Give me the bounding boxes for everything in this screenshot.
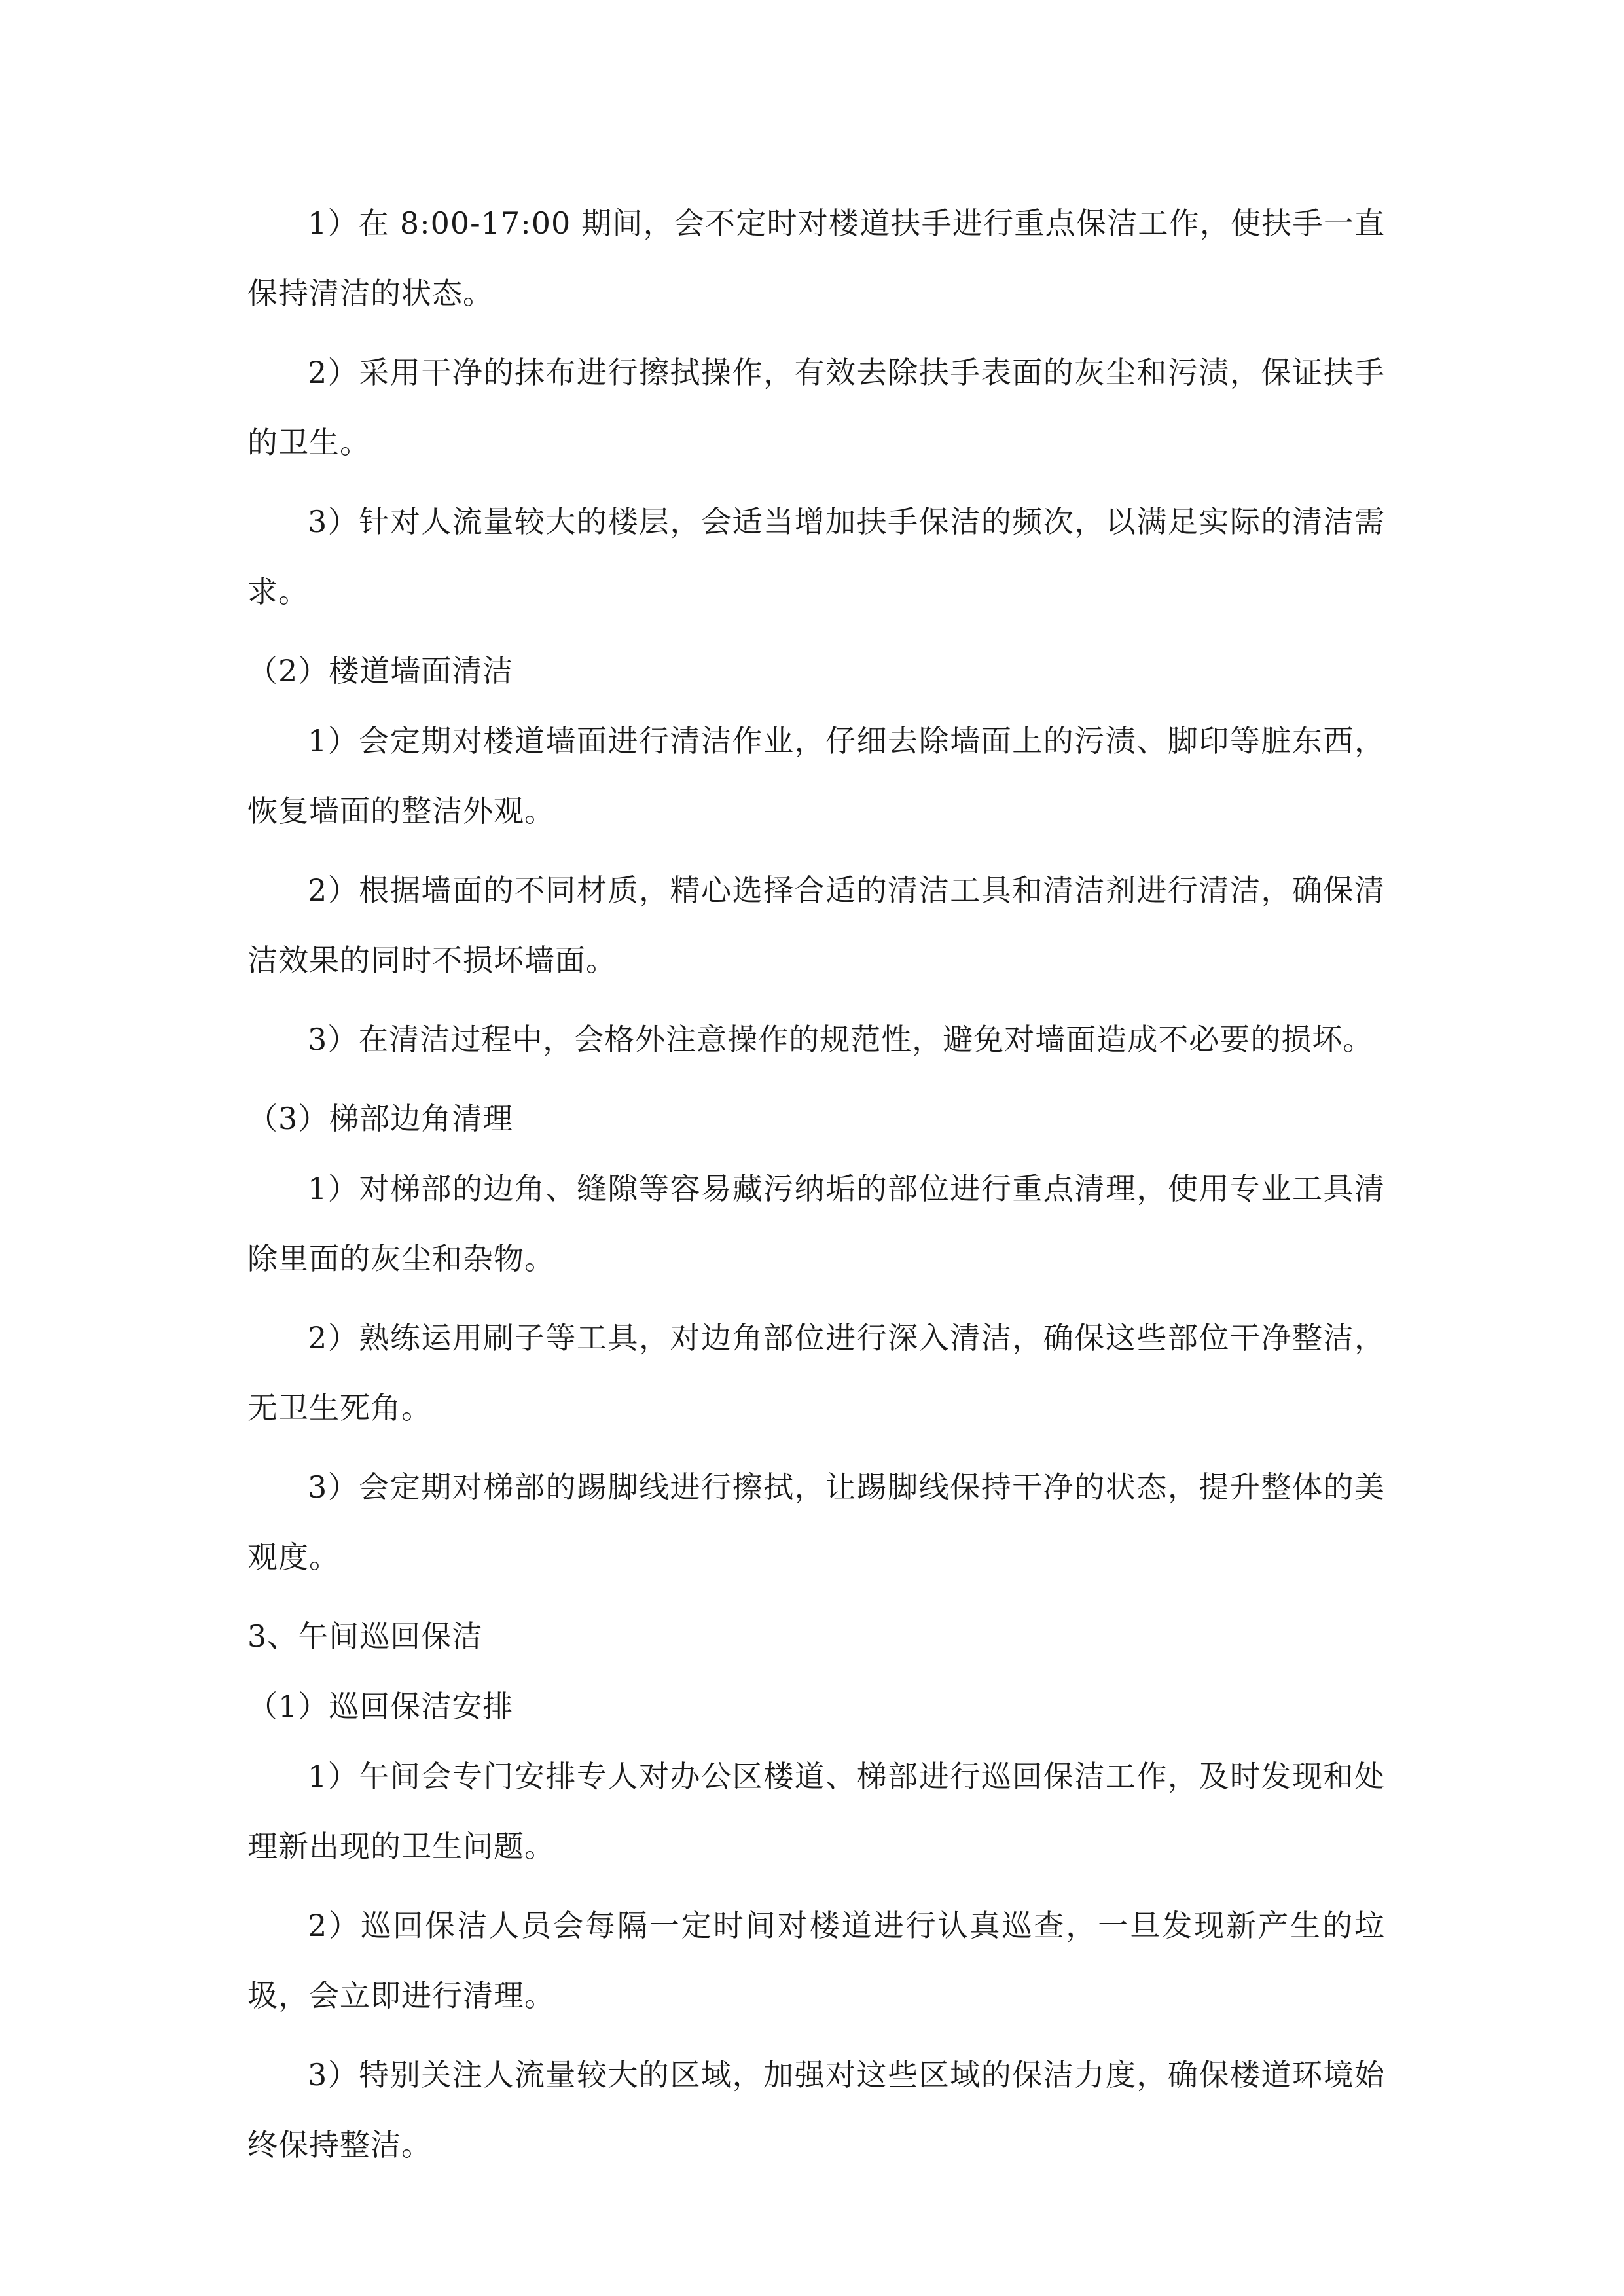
subheading-stair-corners: （3）梯部边角清理 <box>247 1101 514 1136</box>
paragraph-wall-2: 2）根据墙面的不同材质，精心选择合适的清洁工具和清洁剂进行清洁，确保清洁效果的同时不损坏墙面。 <box>247 872 1385 978</box>
paragraph-handrail-2: 2）采用干净的抹布进行擦拭操作，有效去除扶手表面的灰尘和污渍，保证扶手的卫生。 <box>247 355 1385 460</box>
paragraph-corner-1: 1）对梯部的边角、缝隙等容易藏污纳垢的部位进行重点清理，使用专业工具清除里面的灰尘和杂物。 <box>247 1171 1385 1276</box>
paragraph-patrol-3: 3）特别关注人流量较大的区域，加强对这些区域的保洁力度，确保楼道环境始终保持整洁。 <box>247 2057 1385 2162</box>
document-body <box>247 188 1385 2180</box>
paragraph-patrol-1: 1）午间会专门安排专人对办公区楼道、梯部进行巡回保洁工作，及时发现和处理新出现的卫生问题。 <box>247 1759 1385 1864</box>
subheading-patrol-arrangement: （1）巡回保洁安排 <box>247 1689 514 1724</box>
paragraph-corner-3: 3）会定期对梯部的踢脚线进行擦拭，让踢脚线保持干净的状态，提升整体的美观度。 <box>247 1469 1385 1575</box>
paragraph-handrail-1: 1）在 8:00-17:00 期间，会不定时对楼道扶手进行重点保洁工作，使扶手一直保持清洁的状态。 <box>247 206 1385 311</box>
paragraph-handrail-3: 3）针对人流量较大的楼层，会适当增加扶手保洁的频次，以满足实际的清洁需求。 <box>247 504 1385 609</box>
paragraph-wall-1: 1）会定期对楼道墙面进行清洁作业，仔细去除墙面上的污渍、脚印等脏东西，恢复墙面的整洁外观。 <box>247 723 1385 829</box>
section-heading-midday-patrol: 3、午间巡回保洁 <box>247 1619 483 1654</box>
paragraph-corner-2: 2）熟练运用刷子等工具，对边角部位进行深入清洁，确保这些部位干净整洁，无卫生死角。 <box>247 1320 1385 1426</box>
paragraph-wall-3: 3）在清洁过程中，会格外注意操作的规范性，避免对墙面造成不必要的损坏。 <box>308 1022 1374 1057</box>
subheading-wall-cleaning: （2）楼道墙面清洁 <box>247 653 514 689</box>
paragraph-patrol-2: 2）巡回保洁人员会每隔一定时间对楼道进行认真巡查，一旦发现新产生的垃圾，会立即进行清理。 <box>247 1908 1385 2013</box>
